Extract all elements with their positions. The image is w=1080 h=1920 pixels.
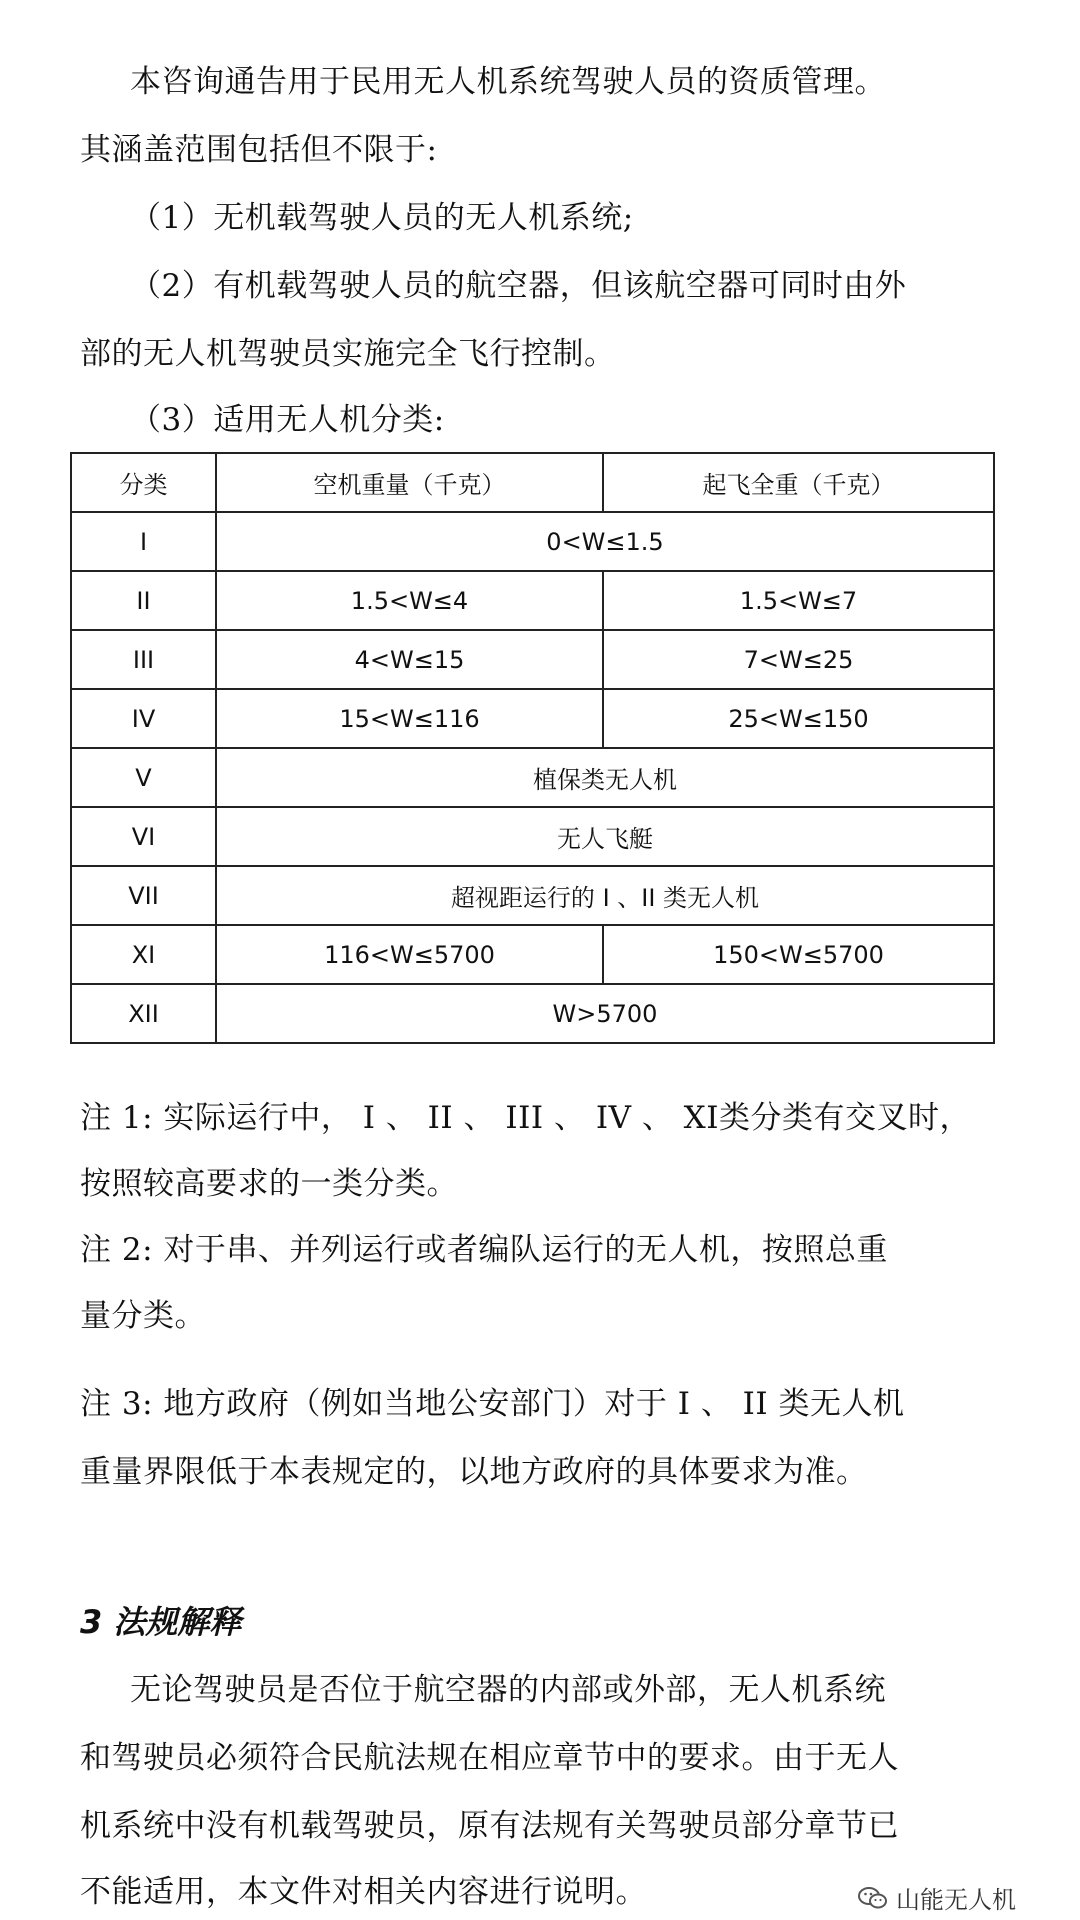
note-1-line-2: 按照较高要求的一类分类。 <box>80 1166 458 1202</box>
class-cell: IV <box>71 689 216 748</box>
intro-line-2: 其涵盖范围包括但不限于: <box>80 132 438 168</box>
takeoff-weight-cell: 1.5<W≤7 <box>603 571 994 630</box>
merged-weight-cell: W>5700 <box>216 984 994 1043</box>
wechat-icon <box>858 1886 888 1910</box>
section-3-line-4: 不能适用，本文件对相关内容进行说明。 <box>80 1874 647 1910</box>
header-empty-weight: 空机重量（千克） <box>216 453 603 512</box>
merged-weight-cell: 超视距运行的 I 、II 类无人机 <box>216 866 994 925</box>
class-cell: VI <box>71 807 216 866</box>
table-row <box>71 689 994 748</box>
table-row <box>71 807 994 866</box>
table-row <box>71 984 994 1043</box>
note-1-line-1: 注 1: 实际运行中， I 、 II 、 III 、 IV 、 XI类分类有交叉时， <box>80 1100 971 1136</box>
section-3-line-3: 机系统中没有机载驾驶员，原有法规有关驾驶员部分章节已 <box>80 1808 899 1844</box>
scope-item-2-line-2: 部的无人机驾驶员实施完全飞行控制。 <box>80 336 616 372</box>
table-row <box>71 866 994 925</box>
watermark-text: 山能无人机 <box>896 1886 1016 1914</box>
note-3-line-1: 注 3: 地方政府（例如当地公安部门）对于 I 、 II 类无人机 <box>80 1386 905 1422</box>
table-row <box>71 748 994 807</box>
section-3-line-1: 无论驾驶员是否位于航空器的内部或外部，无人机系统 <box>130 1672 886 1708</box>
section-3-heading: 3 法规解释 <box>80 1603 242 1641</box>
merged-weight-cell: 植保类无人机 <box>216 748 994 807</box>
takeoff-weight-cell: 150<W≤5700 <box>603 925 994 984</box>
merged-weight-cell: 0<W≤1.5 <box>216 512 994 571</box>
scope-item-2-line-1: （2）有机载驾驶人员的航空器，但该航空器可同时由外 <box>130 268 907 304</box>
section-3-line-2: 和驾驶员必须符合民航法规在相应章节中的要求。由于无人 <box>80 1740 899 1776</box>
note-2-line-2: 量分类。 <box>80 1298 206 1334</box>
class-cell: XII <box>71 984 216 1043</box>
empty-weight-cell: 15<W≤116 <box>216 689 603 748</box>
scope-item-3: （3）适用无人机分类: <box>130 402 445 438</box>
class-cell: I <box>71 512 216 571</box>
uav-classification-table <box>70 452 995 1044</box>
empty-weight-cell: 1.5<W≤4 <box>216 571 603 630</box>
table-row <box>71 630 994 689</box>
takeoff-weight-cell: 7<W≤25 <box>603 630 994 689</box>
empty-weight-cell: 4<W≤15 <box>216 630 603 689</box>
note-3-line-2: 重量界限低于本表规定的，以地方政府的具体要求为准。 <box>80 1454 868 1490</box>
header-class: 分类 <box>71 453 216 512</box>
class-cell: VII <box>71 866 216 925</box>
watermark <box>858 1880 1016 1915</box>
class-cell: II <box>71 571 216 630</box>
takeoff-weight-cell: 25<W≤150 <box>603 689 994 748</box>
class-cell: III <box>71 630 216 689</box>
empty-weight-cell: 116<W≤5700 <box>216 925 603 984</box>
table-row <box>71 512 994 571</box>
scope-item-1: （1）无机载驾驶人员的无人机系统; <box>130 200 634 236</box>
table-row <box>71 571 994 630</box>
table-header-row <box>71 453 994 512</box>
class-cell: XI <box>71 925 216 984</box>
note-2-line-1: 注 2: 对于串、并列运行或者编队运行的无人机，按照总重 <box>80 1232 888 1268</box>
merged-weight-cell: 无人飞艇 <box>216 807 994 866</box>
class-cell: V <box>71 748 216 807</box>
table-row <box>71 925 994 984</box>
intro-line-1: 本咨询通告用于民用无人机系统驾驶人员的资质管理。 <box>130 64 886 100</box>
header-takeoff-weight: 起飞全重（千克） <box>603 453 994 512</box>
